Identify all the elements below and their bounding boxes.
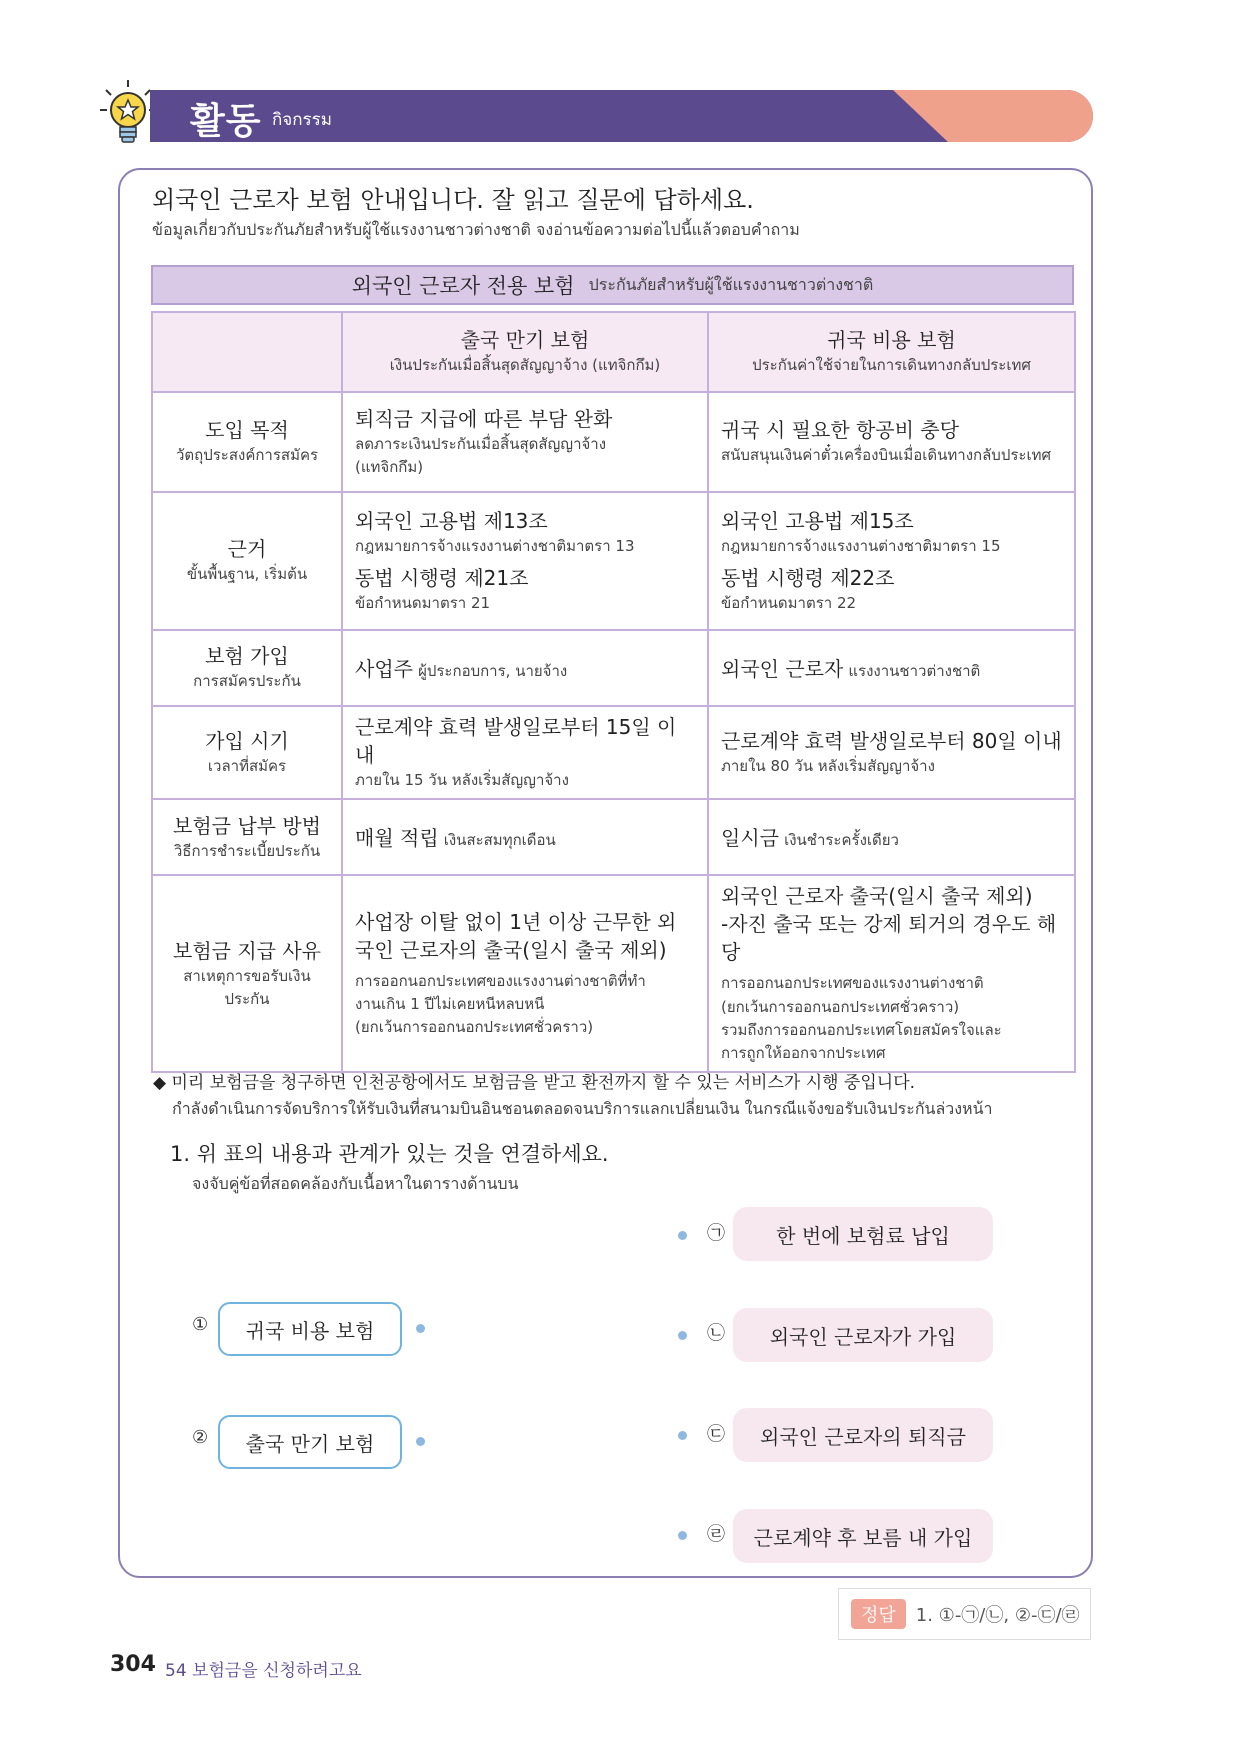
row-head-ko: 보험금 납부 방법 <box>173 813 321 838</box>
insurance-table <box>151 265 1074 1073</box>
cell-th: เงินสะสมทุกเดือน <box>443 831 556 850</box>
question-subtitle: ข้อมูลเกี่ยวกับประกันภัยสำหรับผู้ใช้แรงงานชาวต่างชาติ จงอ่านข้อความต่อไปนี้แล้วตอบคำถาม <box>152 220 800 239</box>
question-title: 외국인 근로자 보험 안내입니다. 잘 읽고 질문에 답하세요. <box>152 186 754 214</box>
chapter-title: 54 보험금을 신청하려고요 <box>165 1661 362 1681</box>
table-cell <box>342 630 708 706</box>
table-row-timing <box>152 706 1075 799</box>
row-head-ko: 근거 <box>227 537 267 562</box>
col2-ko: 귀국 비용 보험 <box>827 328 956 353</box>
answer-value: 1. ①-㉠/㉡, ②-㉢/㉣ <box>915 1605 1080 1626</box>
table-cell <box>708 392 1075 492</box>
cell-th: การถูกให้ออกจากประเทศ <box>721 1044 886 1062</box>
row-head-ko: 도입 목적 <box>205 418 289 443</box>
table-title-th: ประกันภัยสำหรับผู้ใช้แรงงานชาวต่างชาติ <box>588 274 874 294</box>
table-row-purpose <box>152 392 1075 492</box>
table-row-enrollment <box>152 630 1075 706</box>
cell-th: เงินชำระครั้งเดียว <box>784 831 899 850</box>
table-title <box>151 265 1074 305</box>
cell-th: ผู้ประกอบการ, นายจ้าง <box>418 662 568 680</box>
cell-ko: 사업장 이탈 없이 1년 이상 근무한 외국인 근로자의 출국(일시 출국 제외) <box>355 909 677 962</box>
answer-box <box>838 1588 1091 1640</box>
row-head-th: สาเหตุการขอรับเงินประกัน <box>183 966 311 1008</box>
item-number: ① <box>192 1314 209 1335</box>
table-row-basis <box>152 492 1075 630</box>
cell-th: ข้อกำหนดมาตรา 21 <box>355 594 491 612</box>
service-note: ◆ 미리 보험금을 청구하면 인천공항에서도 보험금을 받고 환전까지 할 수 있는 서비스가 시행 중입니다. <box>153 1073 916 1093</box>
corner-cell <box>152 312 342 392</box>
row-head-th: ขั้นพื้นฐาน, เริ่มต้น <box>186 565 308 584</box>
row-head <box>152 706 342 799</box>
row-head <box>152 875 342 1072</box>
col-header-return <box>708 312 1075 392</box>
table-cell <box>342 799 708 875</box>
table-header-row <box>152 312 1075 392</box>
item-return-cost-insurance[interactable]: 귀국 비용 보험 <box>218 1302 402 1356</box>
cell-th: กฎหมายการจ้างแรงงานต่างชาติมาตรา 15 <box>721 536 1001 555</box>
table-row-payout-reason <box>152 875 1075 1072</box>
item-number: ② <box>192 1427 209 1448</box>
row-head-ko: 보험금 지급 사유 <box>173 938 321 963</box>
cell-ko: 동법 시행령 제21조 <box>355 566 529 590</box>
row-head-th: การสมัครประกัน <box>193 672 301 691</box>
cell-ko: 근로계약 효력 발생일로부터 80일 이내 <box>721 729 1062 753</box>
option-a[interactable]: 한 번에 보험료 납입 <box>733 1207 993 1261</box>
row-head-th: เวลาที่สมัคร <box>207 757 287 775</box>
service-note-th: กำลังดำเนินการจัดบริการให้รับเงินที่สนามบินอินชอนตลอดจนบริการแลกเปลี่ยนเงิน ในกรณีแจ้งขอรับเงินประกันล่วงหน้า <box>172 1099 993 1118</box>
table-cell <box>708 492 1075 630</box>
table-cell <box>708 799 1075 875</box>
activity-banner <box>150 90 1093 142</box>
cell-th: รวมถึงการออกนอกประเทศโดยสมัครใจและ <box>721 1020 1002 1039</box>
question-1-title: 1. 위 표의 내용과 관계가 있는 것을 연결하세요. <box>170 1142 609 1166</box>
cell-ko: 귀국 시 필요한 항공비 충당 <box>721 418 959 443</box>
page-number: 304 <box>110 1652 156 1677</box>
cell-th: การออกนอกประเทศของแรงงานต่างชาติ <box>721 974 984 993</box>
match-dot[interactable] <box>678 1231 687 1240</box>
cell-ko: 외국인 고용법 제13조 <box>355 508 548 533</box>
row-head <box>152 630 342 706</box>
cell-th: (แทจิกกึม) <box>355 458 424 476</box>
cell-th: ภายใน 80 วัน หลังเริ่มสัญญาจ้าง <box>721 757 935 775</box>
cell-ko: -자진 출국 또는 강제 퇴거의 경우도 해당 <box>721 912 1057 965</box>
col2-th: ประกันค่าใช้จ่ายในการเดินทางกลับประเทศ <box>752 356 1031 375</box>
option-mark: ㉡ <box>707 1323 725 1344</box>
cell-ko: 외국인 고용법 제15조 <box>721 508 914 533</box>
row-head <box>152 392 342 492</box>
row-head-ko: 보험 가입 <box>205 644 289 669</box>
match-dot[interactable] <box>678 1431 687 1440</box>
cell-ko: 매월 적립 <box>355 826 439 851</box>
row-head-th: วัตถุประสงค์การสมัคร <box>175 446 319 465</box>
match-dot[interactable] <box>416 1324 425 1333</box>
question-1-subtitle: จงจับคู่ข้อที่สอดคล้องกับเนื้อหาในตารางด้านบน <box>192 1174 519 1193</box>
row-head <box>152 492 342 630</box>
option-mark: ㉣ <box>707 1524 725 1545</box>
cell-th: กฎหมายการจ้างแรงงานต่างชาติมาตรา 13 <box>355 536 635 555</box>
option-mark: ㉢ <box>707 1424 725 1445</box>
answer-label: 정답 <box>851 1599 906 1629</box>
table-cell <box>708 630 1075 706</box>
banner-subtitle: กิจกรรม <box>272 110 333 130</box>
cell-th: งานเกิน 1 ปีไม่เคยหนีหลบหนี <box>355 995 545 1014</box>
lightbulb-star-icon <box>98 78 158 148</box>
row-head <box>152 799 342 875</box>
cell-th: ลดภาระเงินประกันเมื่อสิ้นสุดสัญญาจ้าง <box>355 434 607 453</box>
match-dot[interactable] <box>416 1437 425 1446</box>
cell-th: แรงงานชาวต่างชาติ <box>848 662 981 680</box>
table-cell <box>342 492 708 630</box>
cell-ko: 사업주 <box>355 657 413 681</box>
match-dot[interactable] <box>678 1331 687 1340</box>
option-b[interactable]: 외국인 근로자가 가입 <box>733 1308 993 1362</box>
option-c[interactable]: 외국인 근로자의 퇴직금 <box>733 1408 993 1462</box>
table-cell <box>342 875 708 1072</box>
cell-th: การออกนอกประเทศของแรงงานต่างชาติที่ทำ <box>355 971 646 990</box>
table-cell <box>708 706 1075 799</box>
row-head-ko: 가입 시기 <box>205 729 289 753</box>
table-cell <box>708 875 1075 1072</box>
row-head-th: วิธีการชำระเบี้ยประกัน <box>173 841 321 860</box>
cell-ko: 동법 시행령 제22조 <box>721 566 895 590</box>
match-dot[interactable] <box>678 1531 687 1540</box>
cell-ko: 근로계약 효력 발생일로부터 15일 이내 <box>355 715 677 767</box>
table-cell <box>342 392 708 492</box>
banner-title: 활동 <box>190 101 262 142</box>
table-cell <box>342 706 708 799</box>
table-row-payment <box>152 799 1075 875</box>
cell-th: สนับสนุนเงินค่าตั๋วเครื่องบินเมื่อเดินทางกลับประเทศ <box>721 446 1051 465</box>
option-d[interactable]: 근로계약 후 보름 내 가입 <box>733 1509 993 1563</box>
cell-ko: 퇴직금 지급에 따른 부담 완화 <box>355 406 613 431</box>
item-departure-insurance[interactable]: 출국 만기 보험 <box>218 1415 402 1469</box>
cell-ko: 일시금 <box>721 826 779 851</box>
col1-ko: 출국 만기 보험 <box>460 328 590 353</box>
cell-th: (ยกเว้นการออกนอกประเทศชั่วคราว) <box>355 1018 594 1037</box>
insurance-comparison-table <box>151 311 1076 1073</box>
col-header-departure <box>342 312 708 392</box>
option-mark: ㉠ <box>707 1223 725 1244</box>
cell-th: ภายใน 15 วัน หลังเริ่มสัญญาจ้าง <box>355 771 569 789</box>
cell-ko: 외국인 근로자 <box>721 657 844 681</box>
cell-th: (ยกเว้นการออกนอกประเทศชั่วคราว) <box>721 997 960 1016</box>
cell-ko: 외국인 근로자 출국(일시 출국 제외) <box>721 884 1033 909</box>
table-title-ko: 외국인 근로자 전용 보험 <box>351 274 575 298</box>
col1-th: เงินประกันเมื่อสิ้นสุดสัญญาจ้าง (แทจิกกึม) <box>389 356 661 375</box>
cell-th: ข้อกำหนดมาตรา 22 <box>721 594 857 612</box>
